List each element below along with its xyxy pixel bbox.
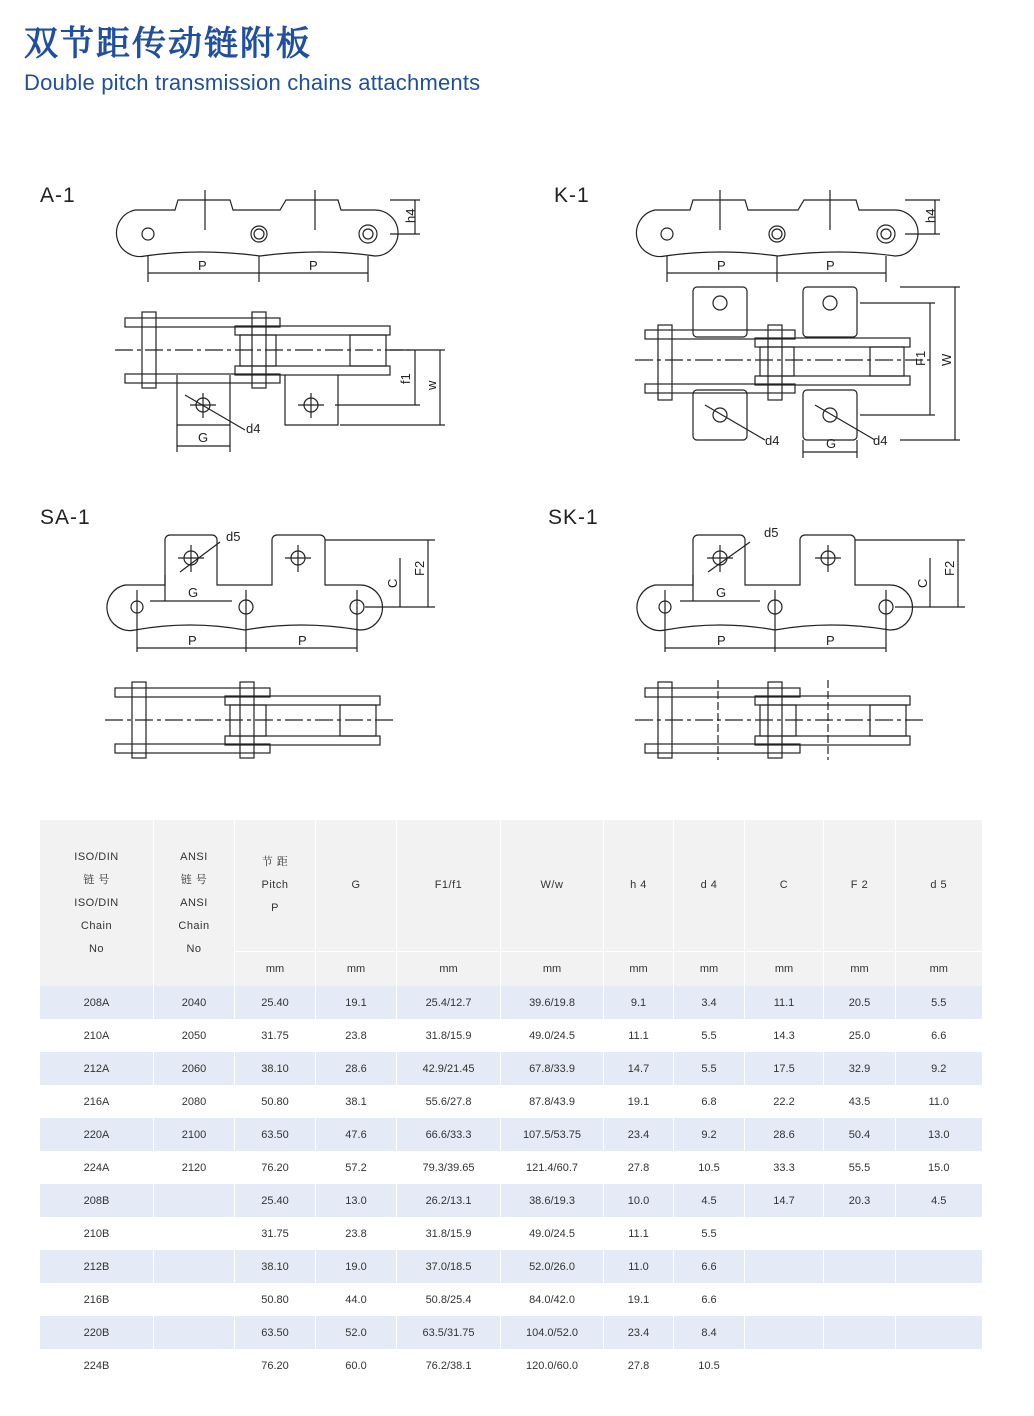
table-cell: 2100 — [154, 1118, 235, 1151]
header-d4: d 4 — [674, 820, 745, 952]
table-cell: 28.6 — [316, 1052, 397, 1085]
table-cell: 6.6 — [674, 1283, 745, 1316]
table-cell: 32.9 — [824, 1052, 896, 1085]
table-cell: 224B — [40, 1349, 154, 1382]
dim-a1-h4: h4 — [403, 208, 418, 223]
dim-sk1-p2: P — [826, 633, 835, 648]
table-cell: 3.4 — [674, 986, 745, 1019]
table-cell — [154, 1217, 235, 1250]
table-header-row — [40, 820, 982, 952]
table-cell — [824, 1250, 896, 1283]
header-pitch: 节 距 Pitch P — [235, 820, 316, 952]
dim-sk1-g: G — [716, 585, 727, 600]
table-cell: 39.6/19.8 — [501, 986, 604, 1019]
table-cell: 212B — [40, 1250, 154, 1283]
dim-sk1-c: C — [915, 578, 930, 588]
table-cell: 9.2 — [896, 1052, 982, 1085]
table-cell: 55.6/27.8 — [397, 1085, 501, 1118]
header-w: W/w — [501, 820, 604, 952]
table-row — [40, 1085, 982, 1118]
table-cell: 14.7 — [745, 1184, 824, 1217]
table-cell: 210B — [40, 1217, 154, 1250]
header-ansi-chain-no: ANSI 链 号 ANSI Chain No — [154, 820, 235, 986]
unit-cell: mm — [896, 952, 982, 987]
table-cell: 120.0/60.0 — [501, 1349, 604, 1382]
diagram-label-a1: A-1 — [40, 184, 76, 207]
table-cell: 23.4 — [604, 1316, 674, 1349]
table-cell: 26.2/13.1 — [397, 1184, 501, 1217]
unit-cell: mm — [674, 952, 745, 987]
table-cell — [745, 1316, 824, 1349]
dim-sk1-p1: P — [717, 633, 726, 648]
table-cell: 87.8/43.9 — [501, 1085, 604, 1118]
table-cell: 19.0 — [316, 1250, 397, 1283]
table-cell: 5.5 — [896, 986, 982, 1019]
table-cell: 66.6/33.3 — [397, 1118, 501, 1151]
table-cell: 212A — [40, 1052, 154, 1085]
dim-a1-g: G — [198, 430, 209, 445]
table-cell: 11.1 — [604, 1217, 674, 1250]
table-row — [40, 1283, 982, 1316]
table-cell — [824, 1217, 896, 1250]
table-cell: 13.0 — [896, 1118, 982, 1151]
table-cell: 49.0/24.5 — [501, 1217, 604, 1250]
table-cell: 208A — [40, 986, 154, 1019]
table-row — [40, 1184, 982, 1217]
table-cell: 38.1 — [316, 1085, 397, 1118]
dim-a1-f1: f1 — [398, 373, 413, 384]
table-cell: 14.7 — [604, 1052, 674, 1085]
table-cell: 76.20 — [235, 1151, 316, 1184]
table-cell: 63.50 — [235, 1118, 316, 1151]
table-cell: 6.6 — [896, 1019, 982, 1052]
table-cell: 9.1 — [604, 986, 674, 1019]
table-cell: 10.5 — [674, 1349, 745, 1382]
table-cell — [896, 1316, 982, 1349]
dim-k1-w: W — [939, 353, 954, 366]
table-cell: 216A — [40, 1085, 154, 1118]
table-cell: 15.0 — [896, 1151, 982, 1184]
table-cell: 11.1 — [604, 1019, 674, 1052]
table-cell: 20.3 — [824, 1184, 896, 1217]
unit-cell: mm — [824, 952, 896, 987]
table-cell — [745, 1283, 824, 1316]
table-cell: 4.5 — [896, 1184, 982, 1217]
dim-k1-g: G — [826, 436, 837, 451]
table-cell: 10.0 — [604, 1184, 674, 1217]
table-cell — [896, 1217, 982, 1250]
table-cell: 17.5 — [745, 1052, 824, 1085]
table-cell: 5.5 — [674, 1052, 745, 1085]
table-cell: 31.75 — [235, 1019, 316, 1052]
dim-a1-d4: d4 — [246, 421, 261, 436]
table-cell: 67.8/33.9 — [501, 1052, 604, 1085]
table-row — [40, 986, 982, 1019]
table-cell: 50.4 — [824, 1118, 896, 1151]
dim-k1-p2: P — [826, 258, 835, 273]
table-cell: 216B — [40, 1283, 154, 1316]
table-row — [40, 1217, 982, 1250]
table-cell: 22.2 — [745, 1085, 824, 1118]
table-cell: 2120 — [154, 1151, 235, 1184]
table-cell — [154, 1349, 235, 1382]
table-cell: 20.5 — [824, 986, 896, 1019]
table-cell: 5.5 — [674, 1217, 745, 1250]
table-cell: 2040 — [154, 986, 235, 1019]
header-iso-chain-no: ISO/DIN 链 号 ISO/DIN Chain No — [40, 820, 154, 986]
table-cell: 2050 — [154, 1019, 235, 1052]
header-c: C — [745, 820, 824, 952]
table-cell: 43.5 — [824, 1085, 896, 1118]
unit-cell: mm — [235, 952, 316, 987]
table-cell: 47.6 — [316, 1118, 397, 1151]
table-cell: 19.1 — [604, 1283, 674, 1316]
table-row — [40, 1316, 982, 1349]
table-cell: 13.0 — [316, 1184, 397, 1217]
table-cell: 63.50 — [235, 1316, 316, 1349]
table-cell: 9.2 — [674, 1118, 745, 1151]
table-cell — [745, 1250, 824, 1283]
table-cell — [824, 1316, 896, 1349]
table-cell: 84.0/42.0 — [501, 1283, 604, 1316]
table-cell: 2080 — [154, 1085, 235, 1118]
table-cell: 76.2/38.1 — [397, 1349, 501, 1382]
table-cell: 2060 — [154, 1052, 235, 1085]
table-cell: 25.0 — [824, 1019, 896, 1052]
page-title-chinese: 双节距传动链附板 — [24, 24, 312, 64]
diagram-label-k1: K-1 — [554, 184, 590, 207]
table-row — [40, 1052, 982, 1085]
table-cell: 38.6/19.3 — [501, 1184, 604, 1217]
dim-sa1-f2: F2 — [412, 560, 427, 576]
table-cell: 23.4 — [604, 1118, 674, 1151]
table-cell: 31.75 — [235, 1217, 316, 1250]
table-cell — [896, 1250, 982, 1283]
header-f1: F1/f1 — [397, 820, 501, 952]
unit-cell: mm — [316, 952, 397, 987]
table-cell: 50.80 — [235, 1283, 316, 1316]
table-cell: 33.3 — [745, 1151, 824, 1184]
table-cell: 27.8 — [604, 1151, 674, 1184]
dim-k1-h4: h4 — [923, 208, 938, 223]
table-cell: 79.3/39.65 — [397, 1151, 501, 1184]
table-cell: 5.5 — [674, 1019, 745, 1052]
page-title-english: Double pitch transmission chains attachments — [24, 70, 481, 95]
table-cell: 38.10 — [235, 1250, 316, 1283]
table-cell: 42.9/21.45 — [397, 1052, 501, 1085]
unit-cell: mm — [501, 952, 604, 987]
dim-a1-w: w — [424, 380, 439, 390]
table-cell: 31.8/15.9 — [397, 1019, 501, 1052]
table-cell: 220A — [40, 1118, 154, 1151]
unit-cell: mm — [397, 952, 501, 987]
table-cell: 104.0/52.0 — [501, 1316, 604, 1349]
unit-cell: mm — [604, 952, 674, 987]
unit-cell: mm — [745, 952, 824, 987]
table-row — [40, 1019, 982, 1052]
table-cell: 11.0 — [604, 1250, 674, 1283]
header-h4: h 4 — [604, 820, 674, 952]
table-cell: 28.6 — [745, 1118, 824, 1151]
dim-sa1-d5: d5 — [226, 529, 241, 544]
table-cell: 38.10 — [235, 1052, 316, 1085]
table-cell — [745, 1217, 824, 1250]
table-cell — [154, 1184, 235, 1217]
dim-a1-p2: P — [309, 258, 318, 273]
table-cell: 10.5 — [674, 1151, 745, 1184]
table-cell: 121.4/60.7 — [501, 1151, 604, 1184]
header-g: G — [316, 820, 397, 952]
table-cell — [745, 1349, 824, 1382]
table-cell: 49.0/24.5 — [501, 1019, 604, 1052]
dim-k1-d4a: d4 — [765, 433, 780, 448]
spec-table — [39, 820, 982, 1382]
table-row — [40, 1349, 982, 1382]
table-cell: 224A — [40, 1151, 154, 1184]
dim-sa1-g: G — [188, 585, 199, 600]
table-row — [40, 1250, 982, 1283]
table-cell: 25.4/12.7 — [397, 986, 501, 1019]
table-cell: 44.0 — [316, 1283, 397, 1316]
table-cell: 210A — [40, 1019, 154, 1052]
dim-k1-d4b: d4 — [873, 433, 888, 448]
table-cell: 11.0 — [896, 1085, 982, 1118]
header-f2: F 2 — [824, 820, 896, 952]
dim-sk1-f2: F2 — [942, 560, 957, 576]
table-cell: 27.8 — [604, 1349, 674, 1382]
table-cell: 31.8/15.9 — [397, 1217, 501, 1250]
table-cell: 37.0/18.5 — [397, 1250, 501, 1283]
table-cell: 23.8 — [316, 1019, 397, 1052]
table-cell: 208B — [40, 1184, 154, 1217]
table-row — [40, 1151, 982, 1184]
table-cell: 55.5 — [824, 1151, 896, 1184]
table-cell: 52.0/26.0 — [501, 1250, 604, 1283]
table-cell: 50.80 — [235, 1085, 316, 1118]
table-cell — [896, 1283, 982, 1316]
table-cell — [896, 1349, 982, 1382]
dim-sa1-p1: P — [188, 633, 197, 648]
table-cell: 23.8 — [316, 1217, 397, 1250]
table-cell — [154, 1250, 235, 1283]
table-cell: 57.2 — [316, 1151, 397, 1184]
table-cell: 60.0 — [316, 1349, 397, 1382]
table-cell: 25.40 — [235, 986, 316, 1019]
table-cell: 6.6 — [674, 1250, 745, 1283]
table-cell: 19.1 — [316, 986, 397, 1019]
table-cell — [824, 1283, 896, 1316]
table-cell: 4.5 — [674, 1184, 745, 1217]
header-d5: d 5 — [896, 820, 982, 952]
table-cell — [154, 1283, 235, 1316]
table-cell: 52.0 — [316, 1316, 397, 1349]
table-cell — [154, 1316, 235, 1349]
table-cell: 8.4 — [674, 1316, 745, 1349]
table-cell: 50.8/25.4 — [397, 1283, 501, 1316]
table-cell: 6.8 — [674, 1085, 745, 1118]
table-cell: 76.20 — [235, 1349, 316, 1382]
table-cell: 107.5/53.75 — [501, 1118, 604, 1151]
dim-sa1-p2: P — [298, 633, 307, 648]
dim-sk1-d5: d5 — [764, 525, 779, 540]
table-cell: 14.3 — [745, 1019, 824, 1052]
table-row — [40, 1118, 982, 1151]
table-cell: 11.1 — [745, 986, 824, 1019]
dim-a1-p1: P — [198, 258, 207, 273]
table-cell: 19.1 — [604, 1085, 674, 1118]
table-cell: 220B — [40, 1316, 154, 1349]
diagram-label-sa1: SA-1 — [40, 506, 91, 529]
table-cell: 63.5/31.75 — [397, 1316, 501, 1349]
dim-sa1-c: C — [385, 578, 400, 588]
table-cell: 25.40 — [235, 1184, 316, 1217]
table-cell — [824, 1349, 896, 1382]
diagram-label-sk1: SK-1 — [548, 506, 599, 529]
dim-k1-f1: F1 — [913, 350, 928, 366]
dim-k1-p1: P — [717, 258, 726, 273]
